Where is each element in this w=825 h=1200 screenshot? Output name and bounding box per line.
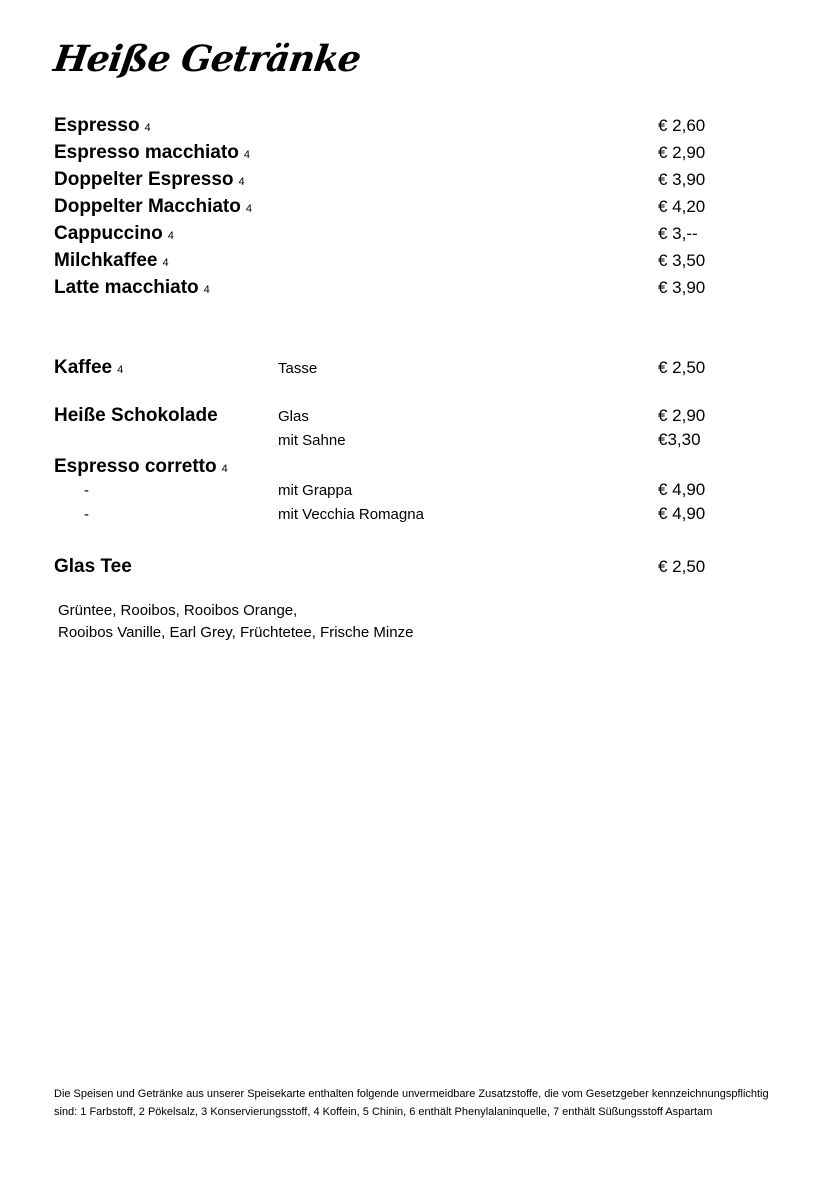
additive-note: 4 — [221, 463, 228, 475]
additive-note: 4 — [117, 364, 124, 376]
item-name: Espresso corretto 4 — [54, 456, 228, 477]
tea-varieties — [58, 600, 413, 644]
list-dash: - — [84, 482, 89, 499]
menu-item-glas-tee — [54, 555, 774, 581]
item-price: € 2,90 — [658, 406, 706, 425]
menu-item-espresso — [54, 114, 774, 140]
page-title: Heiße Getränke — [51, 38, 363, 80]
item-name: Espresso macchiato 4 — [54, 142, 250, 163]
additive-note: 4 — [238, 176, 245, 188]
item-description: Glas — [278, 408, 309, 425]
menu-item-kaffee — [54, 356, 774, 382]
item-description: Tasse — [278, 360, 318, 377]
additive-note: 4 — [162, 257, 169, 269]
additives-footnote — [54, 1085, 814, 1121]
item-name: Espresso 4 — [54, 115, 151, 136]
menu-item-variant — [54, 428, 774, 454]
item-price: € 2,60 — [658, 116, 706, 135]
menu-item-heisse-schokolade — [54, 404, 774, 430]
item-price: € 3,50 — [658, 251, 706, 270]
item-price: € 3,-- — [658, 224, 698, 243]
list-dash: - — [84, 506, 89, 523]
menu-item-cappuccino — [54, 222, 774, 248]
item-description: mit Vecchia Romagna — [278, 506, 424, 523]
menu-item-latte-macchiato — [54, 276, 774, 302]
item-name: Doppelter Macchiato 4 — [54, 196, 252, 217]
item-name: Glas Tee — [54, 556, 132, 577]
additive-note: 4 — [243, 149, 250, 161]
item-price: €3,30 — [658, 430, 701, 449]
menu-item-variant — [54, 502, 774, 528]
item-name: Latte macchiato 4 — [54, 277, 210, 298]
item-price: € 2,50 — [658, 358, 706, 377]
item-price: € 4,20 — [658, 197, 706, 216]
tea-varieties-line: Grüntee, Rooibos, Rooibos Orange, — [58, 602, 298, 619]
additive-note: 4 — [203, 284, 210, 296]
item-price: € 3,90 — [658, 278, 706, 297]
additive-note: 4 — [167, 230, 174, 242]
menu-item-espresso-macchiato — [54, 141, 774, 167]
item-price: € 2,90 — [658, 143, 706, 162]
menu-item-doppelter-macchiato — [54, 195, 774, 221]
menu-item-doppelter-espresso — [54, 168, 774, 194]
item-price: € 4,90 — [658, 480, 706, 499]
item-price: € 3,90 — [658, 170, 706, 189]
item-name: Heiße Schokolade — [54, 405, 218, 426]
footnote-line: Die Speisen und Getränke aus unserer Speisekarte enthalten folgende unvermeidbare Zusatzstoffe, die vom Gesetzgeber kennzeichnungspflichtig — [54, 1088, 769, 1100]
additive-note: 4 — [144, 122, 151, 134]
item-price: € 4,90 — [658, 504, 706, 523]
item-name: Milchkaffee 4 — [54, 250, 169, 271]
footnote-line: sind: 1 Farbstoff, 2 Pökelsalz, 3 Konservierungsstoff, 4 Koffein, 5 Chinin, 6 enthält Phenylalaninquelle, 7 enthält Süßungsstoff Aspartam — [54, 1106, 713, 1118]
additive-note: 4 — [245, 203, 252, 215]
item-name: Kaffee 4 — [54, 357, 124, 378]
item-name: Cappuccino 4 — [54, 223, 174, 244]
menu-item-variant — [54, 478, 774, 504]
item-description: mit Sahne — [278, 432, 346, 449]
menu-item-milchkaffee — [54, 249, 774, 275]
item-description: mit Grappa — [278, 482, 353, 499]
item-name: Doppelter Espresso 4 — [54, 169, 245, 190]
tea-varieties-line: Rooibos Vanille, Earl Grey, Früchtetee, Frische Minze — [58, 624, 414, 641]
item-price: € 2,50 — [658, 557, 706, 576]
